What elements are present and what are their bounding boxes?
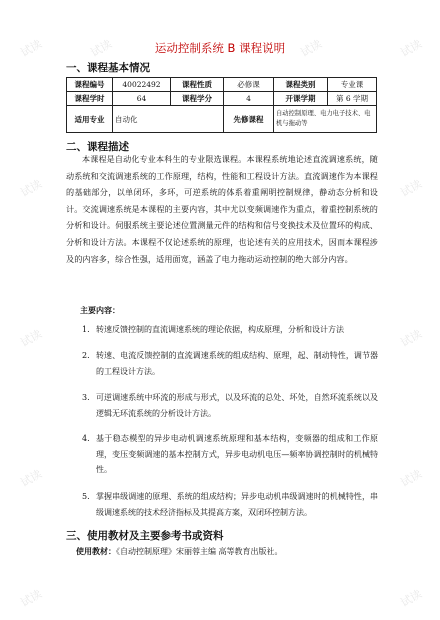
list-number: 5.: [82, 492, 90, 501]
watermark: 试读: [398, 177, 425, 200]
list-item: [82, 390, 378, 421]
list-item: [82, 431, 378, 478]
watermark: 试读: [18, 327, 45, 350]
major-value: 自动化: [113, 106, 224, 133]
credits-label: 课程学分: [171, 92, 224, 106]
list-item: [82, 322, 378, 338]
watermark: 试读: [398, 587, 425, 610]
code-value: 40022492: [113, 78, 171, 92]
watermark: 试读: [18, 177, 45, 200]
list-text: 可逆调速系统中环流的形成与形式，以及环流的总处、坏处，自然环流系统以及逻辑无环流系统的分析设计方法。: [96, 393, 378, 418]
main-content-label: 主要内容：: [80, 306, 120, 315]
watermark: 试读: [398, 37, 425, 60]
list-number: 2.: [82, 351, 90, 360]
description-paragraph: 本课程是自动化专业本科生的专业限选课程。本课程系统地论述直流调速系统，随动系统和交流调速系统的工作原理，结构，性能和工程设计方法。直流调速作为本课程的基础部分，以单闭环，多环，可逆系统的体系着重阐明控制规律，静动态分析和设计。交流调速系统是本课程的主要内容，其中尤以变频调速作为重点，着重控制系统的分析和设计。伺服系统主要论述位置测量元件的结构和信号变换技术及位置环的构成、分析和设计方法。本课程不仅论述系统的原理，也论述有关的应用技术，因而本课程涉及的内容多，综合性强，适用面宽，涵盖了电力拖动运动控制的绝大部分内容。: [66, 154, 378, 264]
textbook-line: [76, 546, 283, 557]
nature-label: 课程性质: [171, 78, 224, 92]
course-info-table: [66, 77, 377, 133]
list-item: [82, 489, 378, 520]
list-item: [82, 348, 378, 379]
hours-value: 64: [113, 92, 171, 106]
category-value: 专业课: [328, 78, 377, 92]
watermark: 试读: [88, 37, 115, 60]
list-text: 基于稳态模型的异步电动机调速系统原理和基本结构，变频器的组成和工作原理，变压变频调速的基本控制方式，异步电动机电压—频率协调控制时的机械特性。: [96, 434, 378, 475]
watermark: 试读: [18, 467, 45, 490]
category-label: 课程类别: [274, 78, 328, 92]
section-heading-description: 二、课程描述: [66, 141, 129, 153]
code-label: 课程编号: [67, 78, 113, 92]
watermark: 试读: [398, 467, 425, 490]
list-number: 4.: [82, 434, 90, 443]
list-text: 转速、电流反馈控制的直流调速系统的组成结构、原理，起、制动特性，调节器的工程设计方法。: [96, 351, 378, 376]
semester-value: 第 6 学期: [328, 92, 377, 106]
textbook-label: 使用教材：: [76, 547, 116, 556]
list-text: 转速反馈控制的直流调速系统的理论依据，构成原理，分析和设计方法: [96, 325, 344, 334]
watermark: 试读: [18, 587, 45, 610]
document-title: 运动控制系统 B 课程说明: [154, 41, 286, 55]
section-heading-basic-info: 一、课程基本情况: [66, 62, 150, 74]
major-label: 适用专业: [67, 106, 113, 133]
table-row: [67, 106, 377, 133]
prereq-value: 自动控制原理、电力电子技术、电机与拖动等: [274, 106, 377, 133]
hours-label: 课程学时: [67, 92, 113, 106]
table-row: [67, 92, 377, 106]
section-heading-textbooks: 三、使用教材及主要参考书或资料: [66, 530, 224, 542]
table-row: [67, 78, 377, 92]
credits-value: 4: [224, 92, 274, 106]
nature-value: 必修课: [224, 78, 274, 92]
watermark: 试读: [398, 327, 425, 350]
list-text: 掌握串级调速的原理、系统的组成结构；异步电动机串级调速时的机械特性，串级调速系统的技术经济指标及其提高方案，双闭环控制方法。: [96, 492, 378, 517]
list-number: 3.: [82, 393, 90, 402]
watermark: 试读: [298, 37, 325, 60]
watermark: 试读: [18, 37, 45, 60]
prereq-label: 先修课程: [224, 106, 274, 133]
list-number: 1.: [82, 325, 90, 334]
semester-label: 开课学期: [274, 92, 328, 106]
textbook-value: 《自动控制原理》宋丽蓉主编 高等教育出版社。: [116, 547, 283, 556]
